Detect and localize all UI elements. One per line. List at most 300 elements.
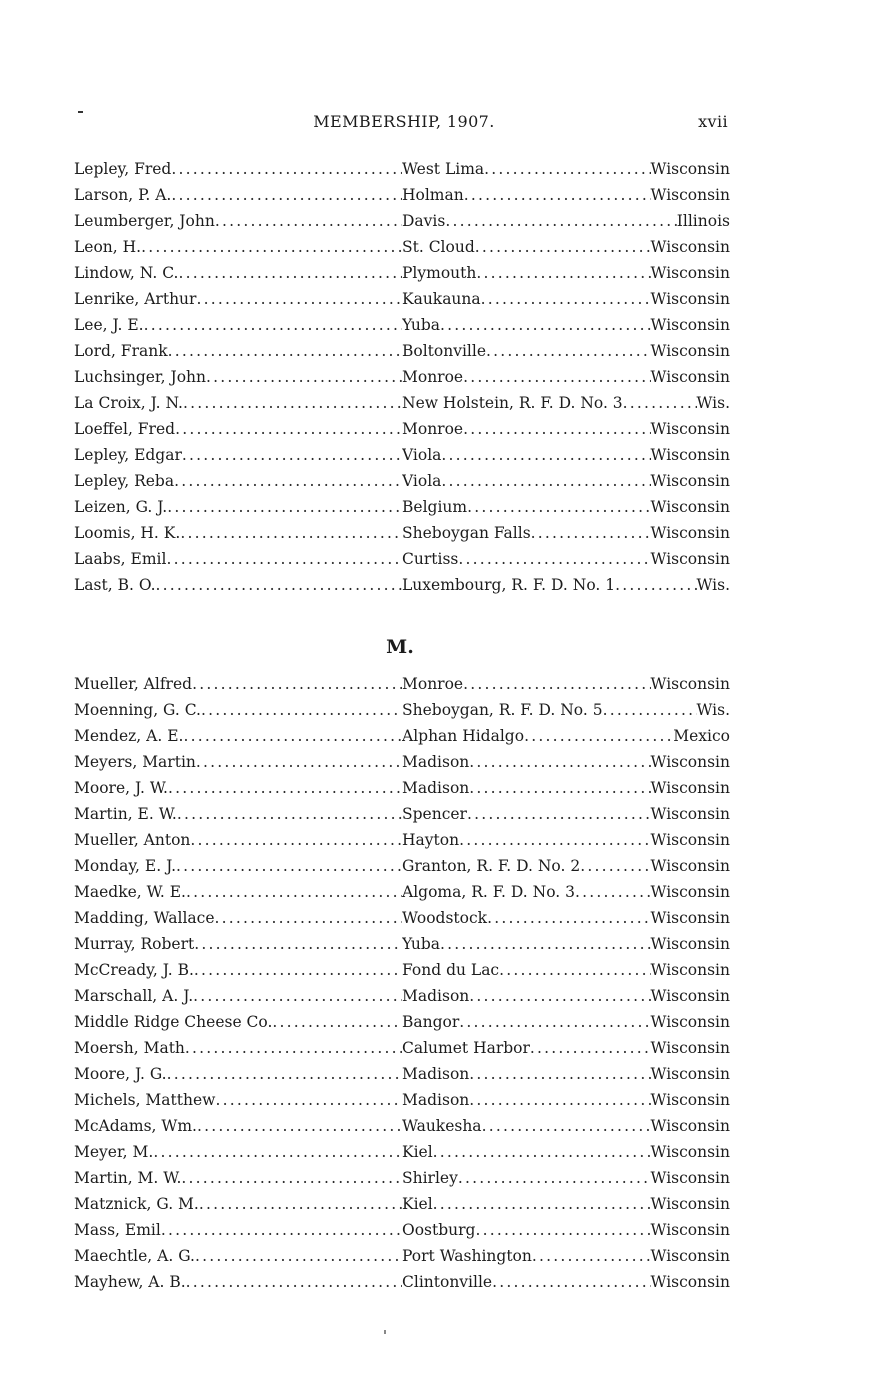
member-state: Wisconsin (650, 857, 730, 875)
member-entry (74, 498, 730, 524)
member-name-cell (74, 1065, 402, 1083)
member-entry (74, 446, 730, 472)
member-town: Kiel (402, 1143, 433, 1161)
dot-leader (481, 290, 651, 308)
dot-leader (464, 186, 651, 204)
member-location-cell (402, 857, 730, 875)
member-entry (74, 779, 730, 805)
member-state: Wisconsin (650, 446, 730, 464)
running-title: MEMBERSHIP, 1907. (313, 112, 495, 131)
membership-list-m (74, 675, 730, 1299)
member-town: Viola (402, 446, 442, 464)
dot-leader (486, 342, 651, 360)
member-town: Madison (402, 1065, 470, 1083)
member-town: Spencer (402, 805, 467, 823)
member-town: Madison (402, 987, 470, 1005)
member-state: Wisconsin (650, 1091, 730, 1109)
member-name: Monday, E. J. (74, 857, 177, 875)
member-entry (74, 935, 730, 961)
dot-leader (144, 316, 402, 334)
dot-leader (156, 576, 402, 594)
member-state: Wis. (696, 701, 730, 719)
dot-leader (440, 316, 651, 334)
member-location-cell (402, 675, 730, 693)
member-town: Sheboygan, R. F. D. No. 5 (402, 701, 603, 719)
dot-leader (186, 883, 402, 901)
dot-leader (192, 675, 402, 693)
member-name: Larson, P. A. (74, 186, 172, 204)
member-name-cell (74, 446, 402, 464)
member-name: Martin, M. W. (74, 1169, 182, 1187)
member-name-cell (74, 368, 402, 386)
member-state: Wisconsin (650, 779, 730, 797)
member-state: Wis. (696, 394, 730, 412)
member-state: Wisconsin (650, 909, 730, 927)
member-name-cell (74, 524, 402, 542)
member-name: Leon, H. (74, 238, 142, 256)
member-town: Plymouth (402, 264, 477, 282)
member-location-cell (402, 805, 730, 823)
dot-leader (168, 342, 402, 360)
member-name: Murray, Robert (74, 935, 195, 953)
member-name-cell (74, 935, 402, 953)
dot-leader (167, 498, 402, 516)
running-header (78, 112, 730, 136)
member-name-cell (74, 805, 402, 823)
member-location-cell (402, 883, 730, 901)
dot-leader (196, 753, 402, 771)
member-state: Wisconsin (650, 1013, 730, 1031)
member-name-cell (74, 498, 402, 516)
member-name-cell (74, 238, 402, 256)
dot-leader (175, 420, 402, 438)
dot-leader (206, 368, 402, 386)
member-state: Wisconsin (650, 753, 730, 771)
member-name-cell (74, 420, 402, 438)
dot-leader (475, 1221, 650, 1239)
dot-leader (469, 987, 650, 1005)
member-state: Wisconsin (650, 498, 730, 516)
member-town: Clintonville (402, 1273, 493, 1291)
dot-leader (181, 1169, 402, 1187)
dot-leader (467, 805, 651, 823)
dot-leader (476, 264, 650, 282)
member-name: Mass, Emil (74, 1221, 161, 1239)
member-name-cell (74, 961, 402, 979)
dot-leader (194, 961, 402, 979)
member-location-cell (402, 368, 730, 386)
member-state: Wisconsin (650, 160, 730, 178)
member-name-cell (74, 883, 402, 901)
member-name: Mueller, Anton (74, 831, 191, 849)
member-location-cell (402, 727, 730, 745)
member-entry (74, 1013, 730, 1039)
member-name-cell (74, 576, 402, 594)
member-name: Loeffel, Fred (74, 420, 176, 438)
member-entry (74, 342, 730, 368)
member-name: Middle Ridge Cheese Co. (74, 1013, 273, 1031)
member-entry (74, 1143, 730, 1169)
member-town: Fond du Lac (402, 961, 500, 979)
member-entry (74, 909, 730, 935)
dot-leader (171, 160, 402, 178)
dot-leader (182, 446, 402, 464)
dot-leader (194, 935, 402, 953)
dot-leader (185, 1039, 402, 1057)
member-name: Lepley, Fred (74, 160, 172, 178)
member-town: Madison (402, 779, 470, 797)
member-name-cell (74, 1169, 402, 1187)
member-state: Wisconsin (650, 290, 730, 308)
member-town: Viola (402, 472, 442, 490)
member-state: Wisconsin (650, 987, 730, 1005)
member-name: McCready, J. B. (74, 961, 194, 979)
member-name-cell (74, 212, 402, 230)
member-town: Yuba (402, 935, 441, 953)
dot-leader (482, 1117, 651, 1135)
dot-leader (168, 779, 402, 797)
dot-leader (532, 1247, 651, 1265)
member-name-cell (74, 831, 402, 849)
member-state: Wisconsin (650, 1039, 730, 1057)
member-entry (74, 857, 730, 883)
member-location-cell (402, 1091, 730, 1109)
member-entry (74, 805, 730, 831)
section-heading-m: M. (386, 636, 414, 658)
member-name: Matznick, G. M. (74, 1195, 199, 1213)
member-town: New Holstein, R. F. D. No. 3 (402, 394, 623, 412)
member-name-cell (74, 472, 402, 490)
dot-leader (180, 524, 402, 542)
member-state: Wisconsin (650, 472, 730, 490)
membership-list-l (74, 160, 730, 602)
dot-leader (195, 1247, 402, 1265)
member-state: Wisconsin (650, 420, 730, 438)
dot-leader (171, 186, 402, 204)
member-state: Wisconsin (650, 316, 730, 334)
member-town: Waukesha (402, 1117, 482, 1135)
member-entry (74, 576, 730, 602)
member-location-cell (402, 753, 730, 771)
member-location-cell (402, 238, 730, 256)
dot-leader (166, 550, 402, 568)
member-location-cell (402, 1169, 730, 1187)
member-location-cell (402, 1195, 730, 1213)
member-entry (74, 1117, 730, 1143)
member-name: McAdams, Wm. (74, 1117, 197, 1135)
member-state: Wisconsin (650, 264, 730, 282)
member-name-cell (74, 1117, 402, 1135)
member-town: Luxembourg, R. F. D. No. 1 (402, 576, 616, 594)
member-town: Madison (402, 1091, 470, 1109)
member-name: Moore, J. G. (74, 1065, 167, 1083)
dot-leader (492, 1273, 650, 1291)
member-state: Wisconsin (650, 883, 730, 901)
member-name: Lepley, Edgar (74, 446, 182, 464)
member-state: Wisconsin (650, 550, 730, 568)
member-entry (74, 961, 730, 987)
dot-leader (458, 550, 650, 568)
member-state: Wisconsin (650, 1221, 730, 1239)
dot-leader (199, 1195, 402, 1213)
member-name: Martin, E. W. (74, 805, 177, 823)
member-name: Moore, J. W. (74, 779, 168, 797)
member-name-cell (74, 1143, 402, 1161)
member-state: Wisconsin (650, 186, 730, 204)
member-entry (74, 1091, 730, 1117)
dot-leader (186, 1273, 402, 1291)
member-town: Woodstock (402, 909, 488, 927)
member-location-cell (402, 779, 730, 797)
member-state: Wisconsin (650, 1195, 730, 1213)
member-location-cell (402, 1013, 730, 1031)
member-location-cell (402, 498, 730, 516)
dot-leader (463, 420, 650, 438)
dot-leader (459, 831, 650, 849)
member-name-cell (74, 160, 402, 178)
member-town: Yuba (402, 316, 441, 334)
member-location-cell (402, 831, 730, 849)
member-name-cell (74, 701, 402, 719)
page-number: xvii (698, 112, 728, 131)
member-name-cell (74, 675, 402, 693)
dot-leader (623, 394, 697, 412)
member-entry (74, 1039, 730, 1065)
member-town: Shirley (402, 1169, 458, 1187)
member-entry (74, 1273, 730, 1299)
member-entry (74, 1221, 730, 1247)
stray-ink-mark (384, 1330, 386, 1334)
member-location-cell (402, 472, 730, 490)
member-name: Luchsinger, John (74, 368, 206, 386)
dot-leader (475, 238, 651, 256)
member-name: Madding, Wallace (74, 909, 215, 927)
dot-leader (575, 883, 651, 901)
member-state: Wis. (696, 576, 730, 594)
dot-leader (469, 779, 650, 797)
dot-leader (196, 290, 402, 308)
member-name-cell (74, 727, 402, 745)
member-name-cell (74, 1273, 402, 1291)
member-town: Boltonville (402, 342, 487, 360)
member-entry (74, 290, 730, 316)
dot-leader (190, 831, 402, 849)
member-town: Kiel (402, 1195, 433, 1213)
dot-leader (459, 1013, 650, 1031)
member-name: Meyer, M. (74, 1143, 154, 1161)
member-name-cell (74, 1013, 402, 1031)
member-town: Algoma, R. F. D. No. 3 (402, 883, 575, 901)
member-location-cell (402, 1221, 730, 1239)
member-name: Mendez, A. E. (74, 727, 184, 745)
member-entry (74, 675, 730, 701)
member-name-cell (74, 342, 402, 360)
member-location-cell (402, 1065, 730, 1083)
member-town: Monroe (402, 675, 464, 693)
member-name: Marschall, A. J. (74, 987, 194, 1005)
member-town: Port Washington (402, 1247, 532, 1265)
dot-leader (445, 212, 676, 230)
member-entry (74, 316, 730, 342)
member-town: Hayton (402, 831, 460, 849)
member-state: Wisconsin (650, 368, 730, 386)
member-name: Loomis, H. K. (74, 524, 181, 542)
member-entry (74, 701, 730, 727)
member-state: Mexico (673, 727, 730, 745)
member-state: Wisconsin (650, 524, 730, 542)
member-state: Illinois (676, 212, 730, 230)
member-name: Last, B. O. (74, 576, 156, 594)
dot-leader (153, 1143, 402, 1161)
dot-leader (463, 368, 650, 386)
member-name: Maedke, W. E. (74, 883, 186, 901)
dot-leader (524, 727, 673, 745)
member-town: Sheboygan Falls (402, 524, 531, 542)
member-location-cell (402, 420, 730, 438)
member-state: Wisconsin (650, 935, 730, 953)
member-entry (74, 550, 730, 576)
dot-leader (161, 1221, 402, 1239)
member-location-cell (402, 264, 730, 282)
member-location-cell (402, 576, 730, 594)
member-state: Wisconsin (650, 675, 730, 693)
member-entry (74, 1169, 730, 1195)
member-name-cell (74, 779, 402, 797)
member-name: Leumberger, John (74, 212, 215, 230)
dot-leader (440, 935, 651, 953)
member-state: Wisconsin (650, 831, 730, 849)
member-entry (74, 472, 730, 498)
dot-leader (272, 1013, 402, 1031)
member-name-cell (74, 1091, 402, 1109)
member-name: Michels, Matthew (74, 1091, 216, 1109)
member-name: Moersh, Math (74, 1039, 185, 1057)
member-name: Lindow, N. C. (74, 264, 179, 282)
member-location-cell (402, 524, 730, 542)
dot-leader (201, 701, 402, 719)
member-location-cell (402, 550, 730, 568)
member-location-cell (402, 909, 730, 927)
dot-leader (215, 1091, 402, 1109)
member-town: Monroe (402, 368, 464, 386)
member-name: Moenning, G. C. (74, 701, 201, 719)
dot-leader (580, 857, 650, 875)
member-state: Wisconsin (650, 1143, 730, 1161)
dot-leader (487, 909, 650, 927)
member-entry (74, 264, 730, 290)
member-town: Bangor (402, 1013, 460, 1031)
member-location-cell (402, 1039, 730, 1057)
member-town: Belgium (402, 498, 468, 516)
member-location-cell (402, 987, 730, 1005)
member-name: Lee, J. E. (74, 316, 144, 334)
member-location-cell (402, 701, 730, 719)
member-state: Wisconsin (650, 238, 730, 256)
dot-leader (463, 675, 650, 693)
member-name: Lenrike, Arthur (74, 290, 197, 308)
member-location-cell (402, 1143, 730, 1161)
dot-leader (615, 576, 696, 594)
dot-leader (141, 238, 402, 256)
member-entry (74, 420, 730, 446)
member-name: Lepley, Reba (74, 472, 175, 490)
member-entry (74, 987, 730, 1013)
member-town: St. Cloud (402, 238, 475, 256)
member-entry (74, 727, 730, 753)
member-entry (74, 883, 730, 909)
dot-leader (215, 212, 402, 230)
member-town: Davis (402, 212, 446, 230)
member-entry (74, 524, 730, 550)
member-name-cell (74, 1195, 402, 1213)
member-entry (74, 1195, 730, 1221)
dot-leader (177, 805, 402, 823)
member-location-cell (402, 1117, 730, 1135)
member-name-cell (74, 264, 402, 282)
member-town: Alphan Hidalgo (402, 727, 525, 745)
dot-leader (215, 909, 402, 927)
member-entry (74, 186, 730, 212)
member-name-cell (74, 290, 402, 308)
member-name: Laabs, Emil (74, 550, 167, 568)
member-name: Lord, Frank (74, 342, 168, 360)
dot-leader (499, 961, 650, 979)
member-name-cell (74, 857, 402, 875)
member-state: Wisconsin (650, 1247, 730, 1265)
member-state: Wisconsin (650, 1065, 730, 1083)
dot-leader (441, 472, 650, 490)
member-name-cell (74, 1247, 402, 1265)
member-name-cell (74, 186, 402, 204)
member-town: Oostburg (402, 1221, 476, 1239)
member-location-cell (402, 316, 730, 334)
member-name-cell (74, 909, 402, 927)
dot-leader (176, 857, 402, 875)
member-location-cell (402, 212, 730, 230)
member-town: Kaukauna (402, 290, 481, 308)
member-entry (74, 831, 730, 857)
member-location-cell (402, 186, 730, 204)
dot-leader (467, 498, 650, 516)
member-entry (74, 753, 730, 779)
member-town: Monroe (402, 420, 464, 438)
member-name-cell (74, 550, 402, 568)
member-entry (74, 394, 730, 420)
dot-leader (530, 1039, 651, 1057)
dot-leader (183, 727, 402, 745)
member-entry (74, 160, 730, 186)
member-town: Madison (402, 753, 470, 771)
member-name: Meyers, Martin (74, 753, 196, 771)
dot-leader (197, 1117, 402, 1135)
dot-leader (469, 753, 650, 771)
dot-leader (174, 472, 402, 490)
member-name-cell (74, 987, 402, 1005)
member-entry (74, 1247, 730, 1273)
member-location-cell (402, 160, 730, 178)
dot-leader (433, 1195, 651, 1213)
dot-leader (433, 1143, 651, 1161)
member-location-cell (402, 290, 730, 308)
member-town: Granton, R. F. D. No. 2 (402, 857, 581, 875)
member-name-cell (74, 1039, 402, 1057)
dot-leader (531, 524, 651, 542)
dot-leader (469, 1065, 650, 1083)
dot-leader (441, 446, 650, 464)
member-state: Wisconsin (650, 1117, 730, 1135)
dot-leader (469, 1091, 650, 1109)
member-name: La Croix, J. N. (74, 394, 183, 412)
